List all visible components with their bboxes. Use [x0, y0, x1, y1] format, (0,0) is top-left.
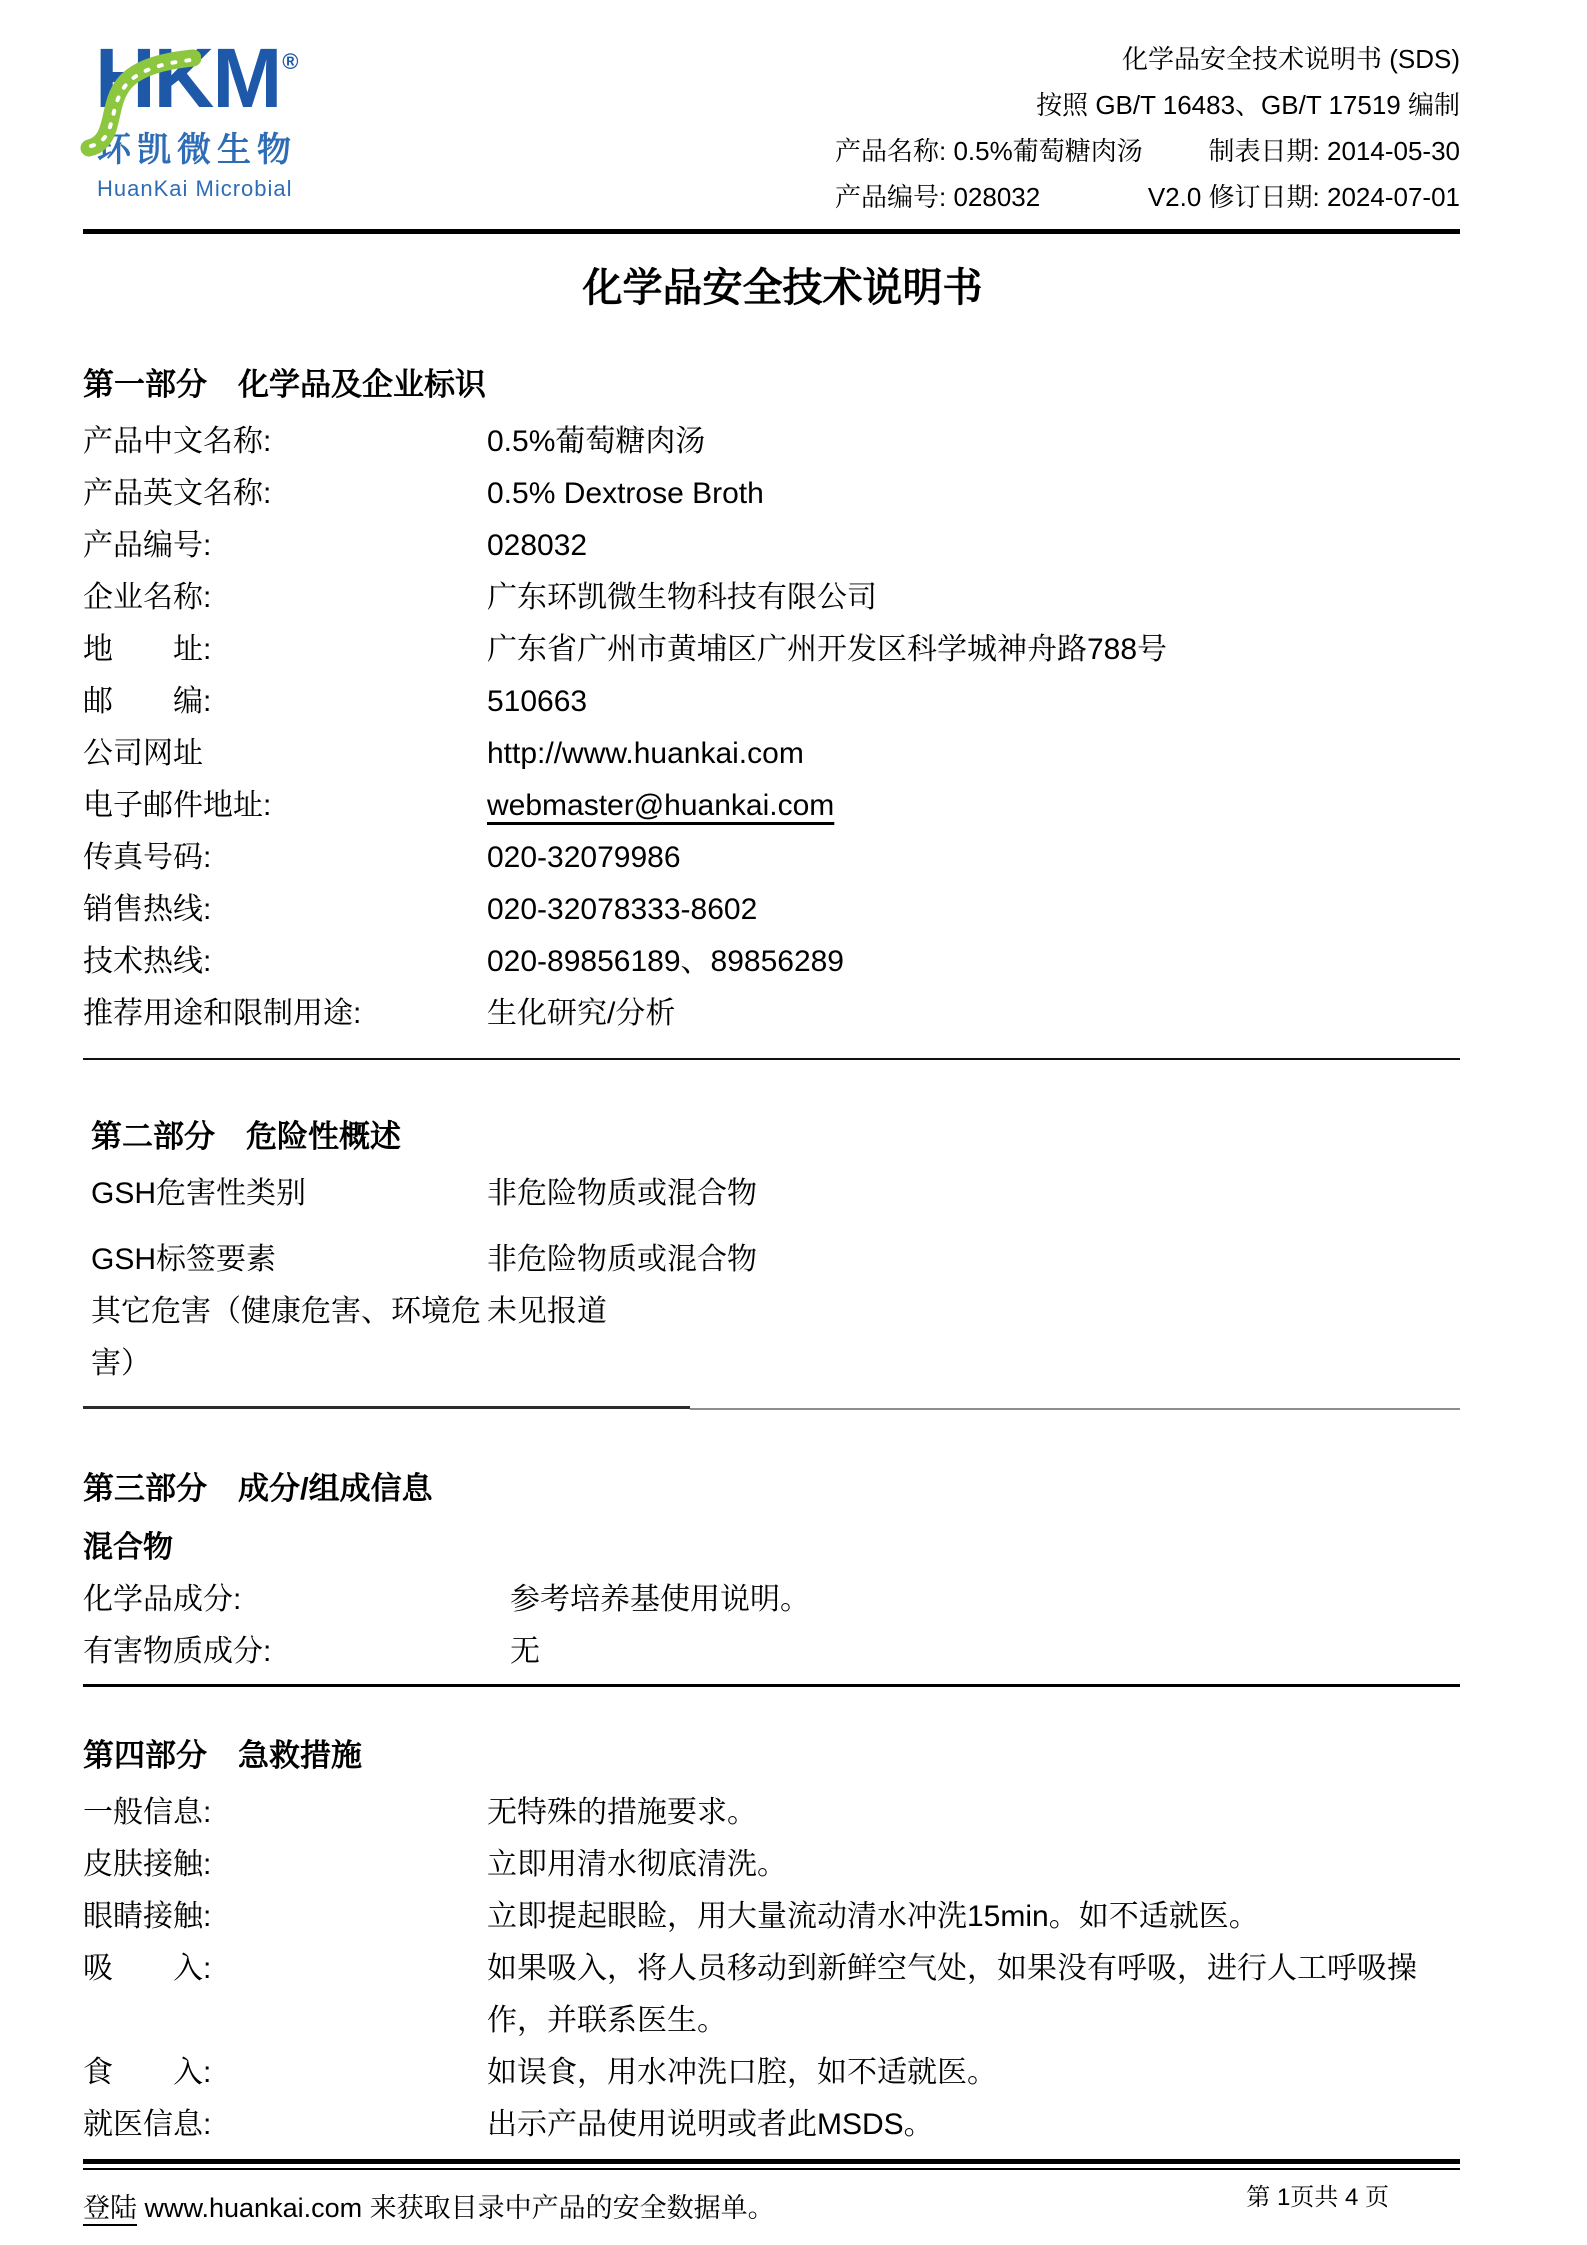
- field-label: 推荐用途和限制用途:: [83, 997, 362, 1030]
- field-row: [83, 884, 1460, 936]
- field-row: [83, 936, 1460, 988]
- field-value: 广东省广州市黄埔区广州开发区科学城神舟路788号: [487, 633, 1168, 666]
- header-revised-date: V2.0 修订日期: 2024-07-01: [1147, 182, 1460, 212]
- section-3-heading: 第三部分 成分/组成信息: [83, 1471, 433, 1506]
- field-label: 公司网址: [83, 737, 203, 770]
- field-row: [83, 2099, 1460, 2151]
- field-row: [83, 2047, 1460, 2099]
- section-4-heading: 第四部分 急救措施: [83, 1738, 362, 1773]
- field-label: 邮 编:: [83, 685, 212, 718]
- field-value: 如误食，用水冲洗口腔，如不适就医。: [487, 2056, 997, 2089]
- section-2-rows: [91, 1168, 1460, 1390]
- divider-right-segment: [690, 1408, 1460, 1410]
- field-value: 028032: [487, 529, 588, 562]
- field-value: 0.5%葡萄糖肉汤: [487, 425, 706, 458]
- field-value: 立即用清水彻底清洗。: [487, 1848, 787, 1881]
- field-label: 销售热线:: [83, 893, 212, 926]
- field-label: 眼睛接触:: [83, 1900, 212, 1933]
- header-doc-type: 化学品安全技术说明书 (SDS): [1121, 44, 1460, 74]
- header-product-code: 产品编号: 028032: [835, 182, 1041, 212]
- field-row: [83, 468, 1460, 520]
- field-row: [91, 1286, 1460, 1390]
- section-hazards-overview: [83, 1114, 1460, 1390]
- field-row: [83, 572, 1460, 624]
- field-label: 化学品成分:: [83, 1583, 242, 1616]
- field-value: 0.5% Dextrose Broth: [487, 477, 764, 510]
- field-label: 电子邮件地址:: [83, 789, 272, 822]
- field-row: [83, 780, 1460, 832]
- field-value: 无: [510, 1635, 540, 1668]
- page-title: 化学品安全技术说明书: [582, 266, 983, 310]
- section-1-divider: [83, 1058, 1460, 1060]
- field-row: [83, 1839, 1460, 1891]
- field-label: GSH危害性类别: [91, 1177, 307, 1210]
- field-label: 其它危害（健康危害、环境危害）: [91, 1295, 481, 1380]
- field-label: 产品中文名称:: [83, 425, 272, 458]
- field-label: 食 入:: [83, 2056, 212, 2089]
- section-3-subheading: 混合物: [83, 1531, 173, 1564]
- field-label: 产品编号:: [83, 529, 212, 562]
- section-2-heading: 第二部分 危险性概述: [91, 1119, 401, 1154]
- section-3-divider: [83, 1684, 1460, 1687]
- field-value: 020-32079986: [487, 841, 681, 874]
- header-product-name: 产品名称: 0.5%葡萄糖肉汤: [835, 136, 1143, 166]
- field-value: 020-89856189、89856289: [487, 945, 844, 978]
- header-standard: 按照 GB/T 16483、GB/T 17519 编制: [1036, 90, 1460, 120]
- company-logo: [83, 31, 333, 202]
- field-value: 广东环凯微生物科技有限公司: [487, 581, 877, 614]
- page-footer: [83, 2170, 1460, 2225]
- field-value: 无特殊的措施要求。: [487, 1796, 757, 1829]
- field-row: [83, 988, 1460, 1040]
- registered-mark-icon: ®: [282, 49, 299, 74]
- field-value: 非危险物质或混合物: [487, 1177, 757, 1210]
- section-3-rows: [83, 1574, 1460, 1678]
- logo-acronym: HKM®: [95, 31, 299, 125]
- section-chemical-and-company-identification: [83, 362, 1460, 1060]
- field-value: 参考培养基使用说明。: [510, 1583, 810, 1616]
- field-row: [83, 624, 1460, 676]
- field-value: 如果吸入，将人员移动到新鲜空气处，如果没有呼吸，进行人工呼吸操作，并联系医生。: [487, 1952, 1417, 2037]
- section-composition-information: [83, 1466, 1460, 1687]
- logo-company-en: HuanKai Microbial: [97, 176, 293, 201]
- field-row: [83, 1787, 1460, 1839]
- section-4-rows: [83, 1787, 1460, 2151]
- header-info-block: [835, 34, 1460, 220]
- footer-note-rest: www.huankai.com 来获取目录中产品的安全数据单。: [137, 2193, 775, 2223]
- footer-login-link[interactable]: 登陆: [83, 2193, 137, 2223]
- field-label: 就医信息:: [83, 2108, 212, 2141]
- section-1-heading: 第一部分 化学品及企业标识: [83, 367, 486, 402]
- header-created-date: 制表日期: 2014-05-30: [1208, 136, 1460, 166]
- field-value: http://www.huankai.com: [487, 737, 804, 770]
- field-value: 未见报道: [487, 1295, 607, 1328]
- field-value: 立即提起眼睑，用大量流动清水冲洗15min。如不适就医。: [487, 1900, 1259, 1933]
- field-label: 皮肤接触:: [83, 1848, 212, 1881]
- field-row: [83, 832, 1460, 884]
- field-row: [83, 1626, 1460, 1678]
- field-row: [83, 728, 1460, 780]
- field-row: [91, 1234, 1460, 1286]
- document-header: [83, 31, 1460, 220]
- footer-note: [83, 2186, 775, 2225]
- field-value[interactable]: webmaster@huankai.com: [487, 789, 835, 822]
- field-row: [83, 520, 1460, 572]
- field-label: GSH标签要素: [91, 1243, 277, 1276]
- field-label: 传真号码:: [83, 841, 212, 874]
- field-row: [83, 1891, 1460, 1943]
- section-1-rows: [83, 416, 1460, 1040]
- field-value: 510663: [487, 685, 588, 718]
- field-row: [83, 676, 1460, 728]
- header-divider: [83, 229, 1460, 234]
- field-row: [83, 416, 1460, 468]
- footer-divider-thick: [83, 2159, 1460, 2164]
- field-value: 非危险物质或混合物: [487, 1243, 757, 1276]
- field-row: [91, 1168, 1460, 1220]
- field-label: 吸 入:: [83, 1952, 212, 1985]
- field-value: 出示产品使用说明或者此MSDS。: [487, 2108, 934, 2141]
- field-row: [83, 1574, 1460, 1626]
- field-label: 产品英文名称:: [83, 477, 272, 510]
- field-row: [83, 1943, 1460, 2047]
- section-first-aid-measures: [83, 1733, 1460, 2170]
- logo-company-cn: 环凯微生物: [97, 131, 297, 169]
- field-value: 生化研究/分析: [487, 997, 676, 1030]
- field-label: 有害物质成分:: [83, 1635, 272, 1668]
- field-label: 地 址:: [83, 633, 212, 666]
- divider-left-segment: [83, 1406, 690, 1410]
- section-2-divider: [83, 1406, 1460, 1410]
- field-value: 020-32078333-8602: [487, 893, 758, 926]
- field-label: 企业名称:: [83, 581, 212, 614]
- page-number: 第 1页共 4 页: [1246, 2184, 1389, 2211]
- field-label: 一般信息:: [83, 1796, 212, 1829]
- field-label: 技术热线:: [83, 945, 212, 978]
